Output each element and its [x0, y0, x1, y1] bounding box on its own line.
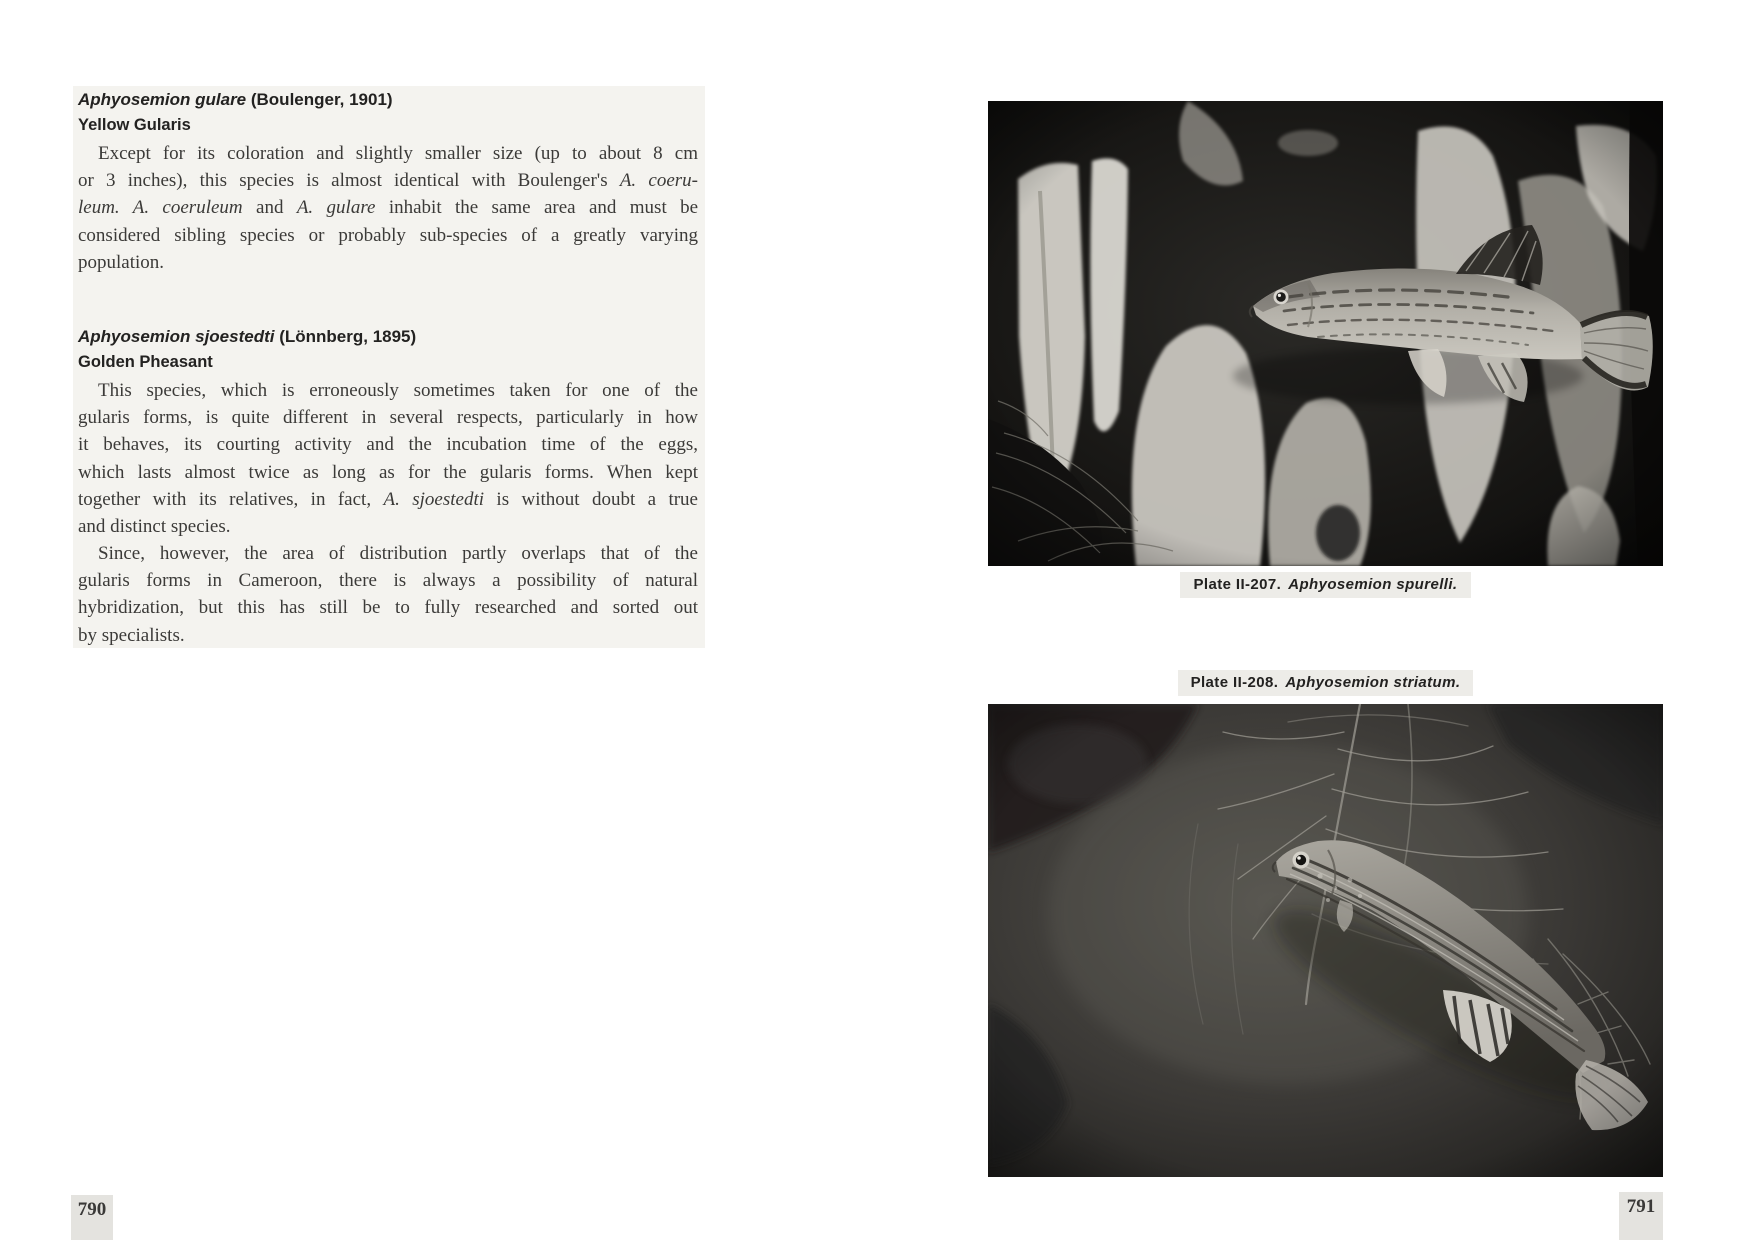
species-heading-sjoestedti: [78, 327, 700, 347]
plate-label: Plate II-208.: [1190, 674, 1279, 691]
common-name-yellow-gularis: Yellow Gularis: [78, 116, 191, 134]
caption-strip: [1178, 670, 1474, 696]
plate-caption-208: [988, 670, 1663, 696]
text-line: hybridization, but this has still be to fully researched and sorted out: [78, 597, 698, 619]
text-line: or 3 inches), this species is almost identical with Boulenger's A. coeru-: [78, 170, 698, 192]
text-line: Except for its coloration and slightly smaller size (up to about 8 cm: [98, 143, 698, 164]
species-authority: (Lönnberg, 1895): [274, 327, 417, 346]
text-line: which lasts almost twice as long as for the gularis forms. When kept: [78, 461, 698, 483]
plate-label: Plate II-207.: [1193, 576, 1282, 593]
common-name-golden-pheasant: Golden Pheasant: [78, 353, 213, 371]
paragraph-sjoestedti-2: [78, 540, 698, 649]
paragraph-gulare: [78, 140, 698, 276]
plate-photo-spurelli: [988, 101, 1663, 566]
caption-strip: [1180, 572, 1470, 598]
paragraph-sjoestedti-1: [78, 377, 698, 540]
plate-species-name: Aphyosemion spurelli.: [1288, 576, 1458, 593]
text-line: by specialists.: [78, 624, 185, 646]
species-name: Aphyosemion gulare: [78, 90, 247, 109]
species-heading-gulare: [78, 90, 700, 110]
text-line: gularis forms in Cameroon, there is always a possibility of natural: [78, 570, 698, 592]
text-line: Since, however, the area of distribution partly overlaps that of the: [98, 543, 698, 564]
text-line: population.: [78, 251, 165, 273]
plate-species-name: Aphyosemion striatum.: [1285, 674, 1461, 691]
text-line: This species, which is erroneously sometimes taken for one of the: [98, 380, 698, 401]
plate-caption-207: [988, 572, 1663, 598]
text-line: gularis forms, is quite different in several respects, particularly in how: [78, 407, 698, 429]
text-line: it behaves, its courting activity and the incubation time of the eggs,: [78, 434, 698, 456]
species-name: Aphyosemion sjoestedti: [78, 327, 275, 346]
text-line: together with its relatives, in fact, A. sjoestedti is without doubt a true: [78, 488, 698, 510]
page-number-left: 790: [71, 1195, 113, 1240]
text-line: considered sibling species or probably sub-species of a greatly varying: [78, 224, 698, 246]
plate-photo-striatum: [988, 704, 1663, 1177]
species-authority: (Boulenger, 1901): [246, 90, 393, 109]
text-line: leum. A. coeruleum and A. gulare inhabit the same area and must be: [78, 197, 698, 219]
text-line: and distinct species.: [78, 515, 231, 537]
page-number-right: 791: [1619, 1192, 1663, 1240]
